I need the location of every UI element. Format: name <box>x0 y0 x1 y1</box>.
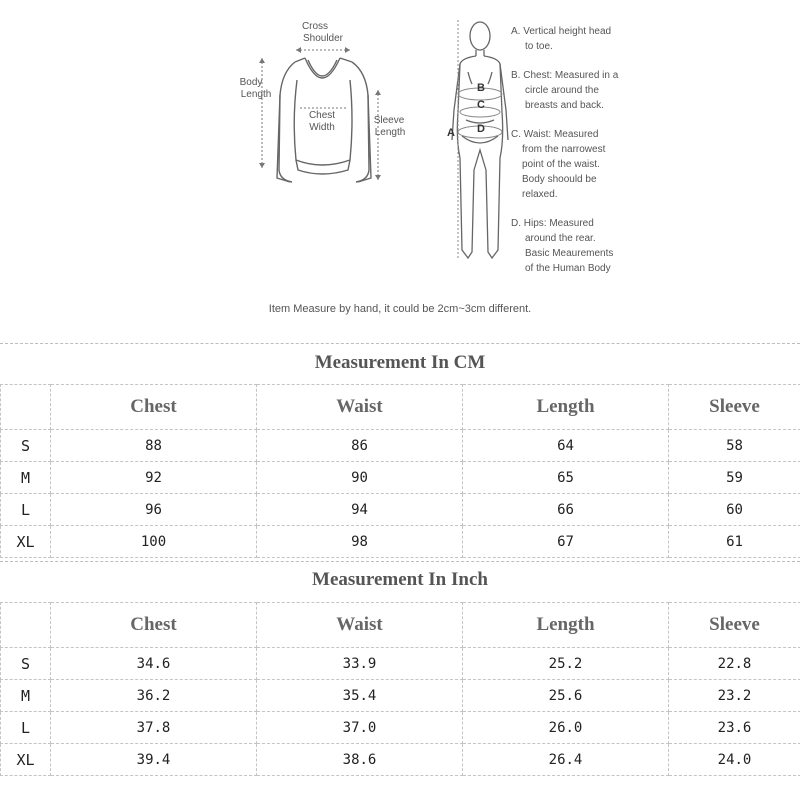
sleeve-cell: 22.8 <box>669 648 800 680</box>
inch-section-title: Measurement In Inch <box>312 569 488 590</box>
body-guide-lines <box>458 20 502 258</box>
size-cell: M <box>1 680 51 712</box>
size-guide-diagram <box>0 0 800 340</box>
measurement-descriptions <box>511 26 619 274</box>
chest-cell: 36.2 <box>51 680 257 712</box>
length-cell: 25.2 <box>463 648 669 680</box>
header-waist: Waist <box>257 385 463 430</box>
header-sleeve: Sleeve <box>669 385 800 430</box>
chest-width-label-1: Chest <box>308 110 336 121</box>
size-cell: M <box>1 462 51 494</box>
waist-cell: 86 <box>257 430 463 462</box>
table-row <box>1 744 800 776</box>
cm-measurement-table <box>0 384 800 558</box>
waist-cell: 94 <box>257 494 463 526</box>
desc-d-line-1: D. Hips: Measured <box>511 218 594 229</box>
size-cell: L <box>1 494 51 526</box>
sleeve-cell: 23.6 <box>669 712 800 744</box>
table-row <box>1 526 800 558</box>
sleeve-length-label-2: Length <box>374 127 406 138</box>
body-length-label-1: Body <box>239 77 263 88</box>
sleeve-cell: 59 <box>669 462 800 494</box>
sleeve-cell: 58 <box>669 430 800 462</box>
body-marker-b: B <box>477 82 485 94</box>
length-cell: 25.6 <box>463 680 669 712</box>
chest-cell: 34.6 <box>51 648 257 680</box>
table-header-row <box>1 385 800 430</box>
chest-cell: 92 <box>51 462 257 494</box>
table-row <box>1 430 800 462</box>
chest-cell: 39.4 <box>51 744 257 776</box>
desc-c-line-3: point of the waist. <box>522 159 600 170</box>
length-cell: 65 <box>463 462 669 494</box>
chest-width-label-2: Width <box>309 122 335 133</box>
waist-cell: 90 <box>257 462 463 494</box>
desc-b-line-1: B. Chest: Measured in a <box>511 70 619 81</box>
length-cell: 26.0 <box>463 712 669 744</box>
cm-section-title: Measurement In CM <box>314 352 486 373</box>
body-marker-a: A <box>447 127 455 139</box>
waist-cell: 37.0 <box>257 712 463 744</box>
length-cell: 67 <box>463 526 669 558</box>
table-row <box>1 494 800 526</box>
cross-shoulder-label-2: Shoulder <box>302 33 344 44</box>
header-length: Length <box>463 603 669 648</box>
table-row <box>1 680 800 712</box>
desc-d-line-2: around the rear. <box>525 233 596 244</box>
desc-b-line-2: circle around the <box>525 85 599 96</box>
sleeve-cell: 23.2 <box>669 680 800 712</box>
size-cell: L <box>1 712 51 744</box>
sleeve-cell: 24.0 <box>669 744 800 776</box>
desc-a-line-2: to toe. <box>525 41 553 52</box>
table-row <box>1 712 800 744</box>
sleeve-length-label-1: Sleeve <box>373 115 405 126</box>
sleeve-cell: 61 <box>669 526 800 558</box>
size-cell: XL <box>1 526 51 558</box>
desc-d-line-4: of the Human Body <box>525 263 611 274</box>
desc-c-line-4: Body shoould be <box>522 174 597 185</box>
header-waist: Waist <box>257 603 463 648</box>
length-cell: 64 <box>463 430 669 462</box>
inch-measurement-table <box>0 602 800 776</box>
header-chest: Chest <box>51 385 257 430</box>
divider <box>0 561 800 562</box>
divider <box>0 343 800 344</box>
table-row <box>1 648 800 680</box>
chest-cell: 96 <box>51 494 257 526</box>
desc-c-line-2: from the narrowest <box>522 144 606 155</box>
desc-a-line-1: A. Vertical height head <box>511 26 612 37</box>
chest-cell: 100 <box>51 526 257 558</box>
length-cell: 66 <box>463 494 669 526</box>
desc-c-line-5: relaxed. <box>522 189 558 200</box>
waist-cell: 33.9 <box>257 648 463 680</box>
body-marker-d: D <box>477 123 485 135</box>
measure-note: Item Measure by hand, it could be 2cm~3cm different. <box>268 303 532 315</box>
length-cell: 26.4 <box>463 744 669 776</box>
chest-cell: 37.8 <box>51 712 257 744</box>
table-header-row <box>1 603 800 648</box>
header-sleeve: Sleeve <box>669 603 800 648</box>
body-length-label-2: Length <box>240 89 272 100</box>
size-cell: S <box>1 648 51 680</box>
cross-shoulder-label-1: Cross <box>301 21 329 32</box>
waist-cell: 35.4 <box>257 680 463 712</box>
size-cell: S <box>1 430 51 462</box>
body-figure <box>452 22 508 258</box>
desc-c-line-1: C. Waist: Measured <box>511 129 599 140</box>
sleeve-cell: 60 <box>669 494 800 526</box>
body-marker-c: C <box>477 99 485 111</box>
desc-b-line-3: breasts and back. <box>525 100 604 111</box>
waist-cell: 98 <box>257 526 463 558</box>
chest-cell: 88 <box>51 430 257 462</box>
table-row <box>1 462 800 494</box>
header-length: Length <box>463 385 669 430</box>
size-cell: XL <box>1 744 51 776</box>
header-chest: Chest <box>51 603 257 648</box>
desc-d-line-3: Basic Meaurements <box>525 248 614 259</box>
header-size <box>1 385 51 430</box>
header-size <box>1 603 51 648</box>
waist-cell: 38.6 <box>257 744 463 776</box>
